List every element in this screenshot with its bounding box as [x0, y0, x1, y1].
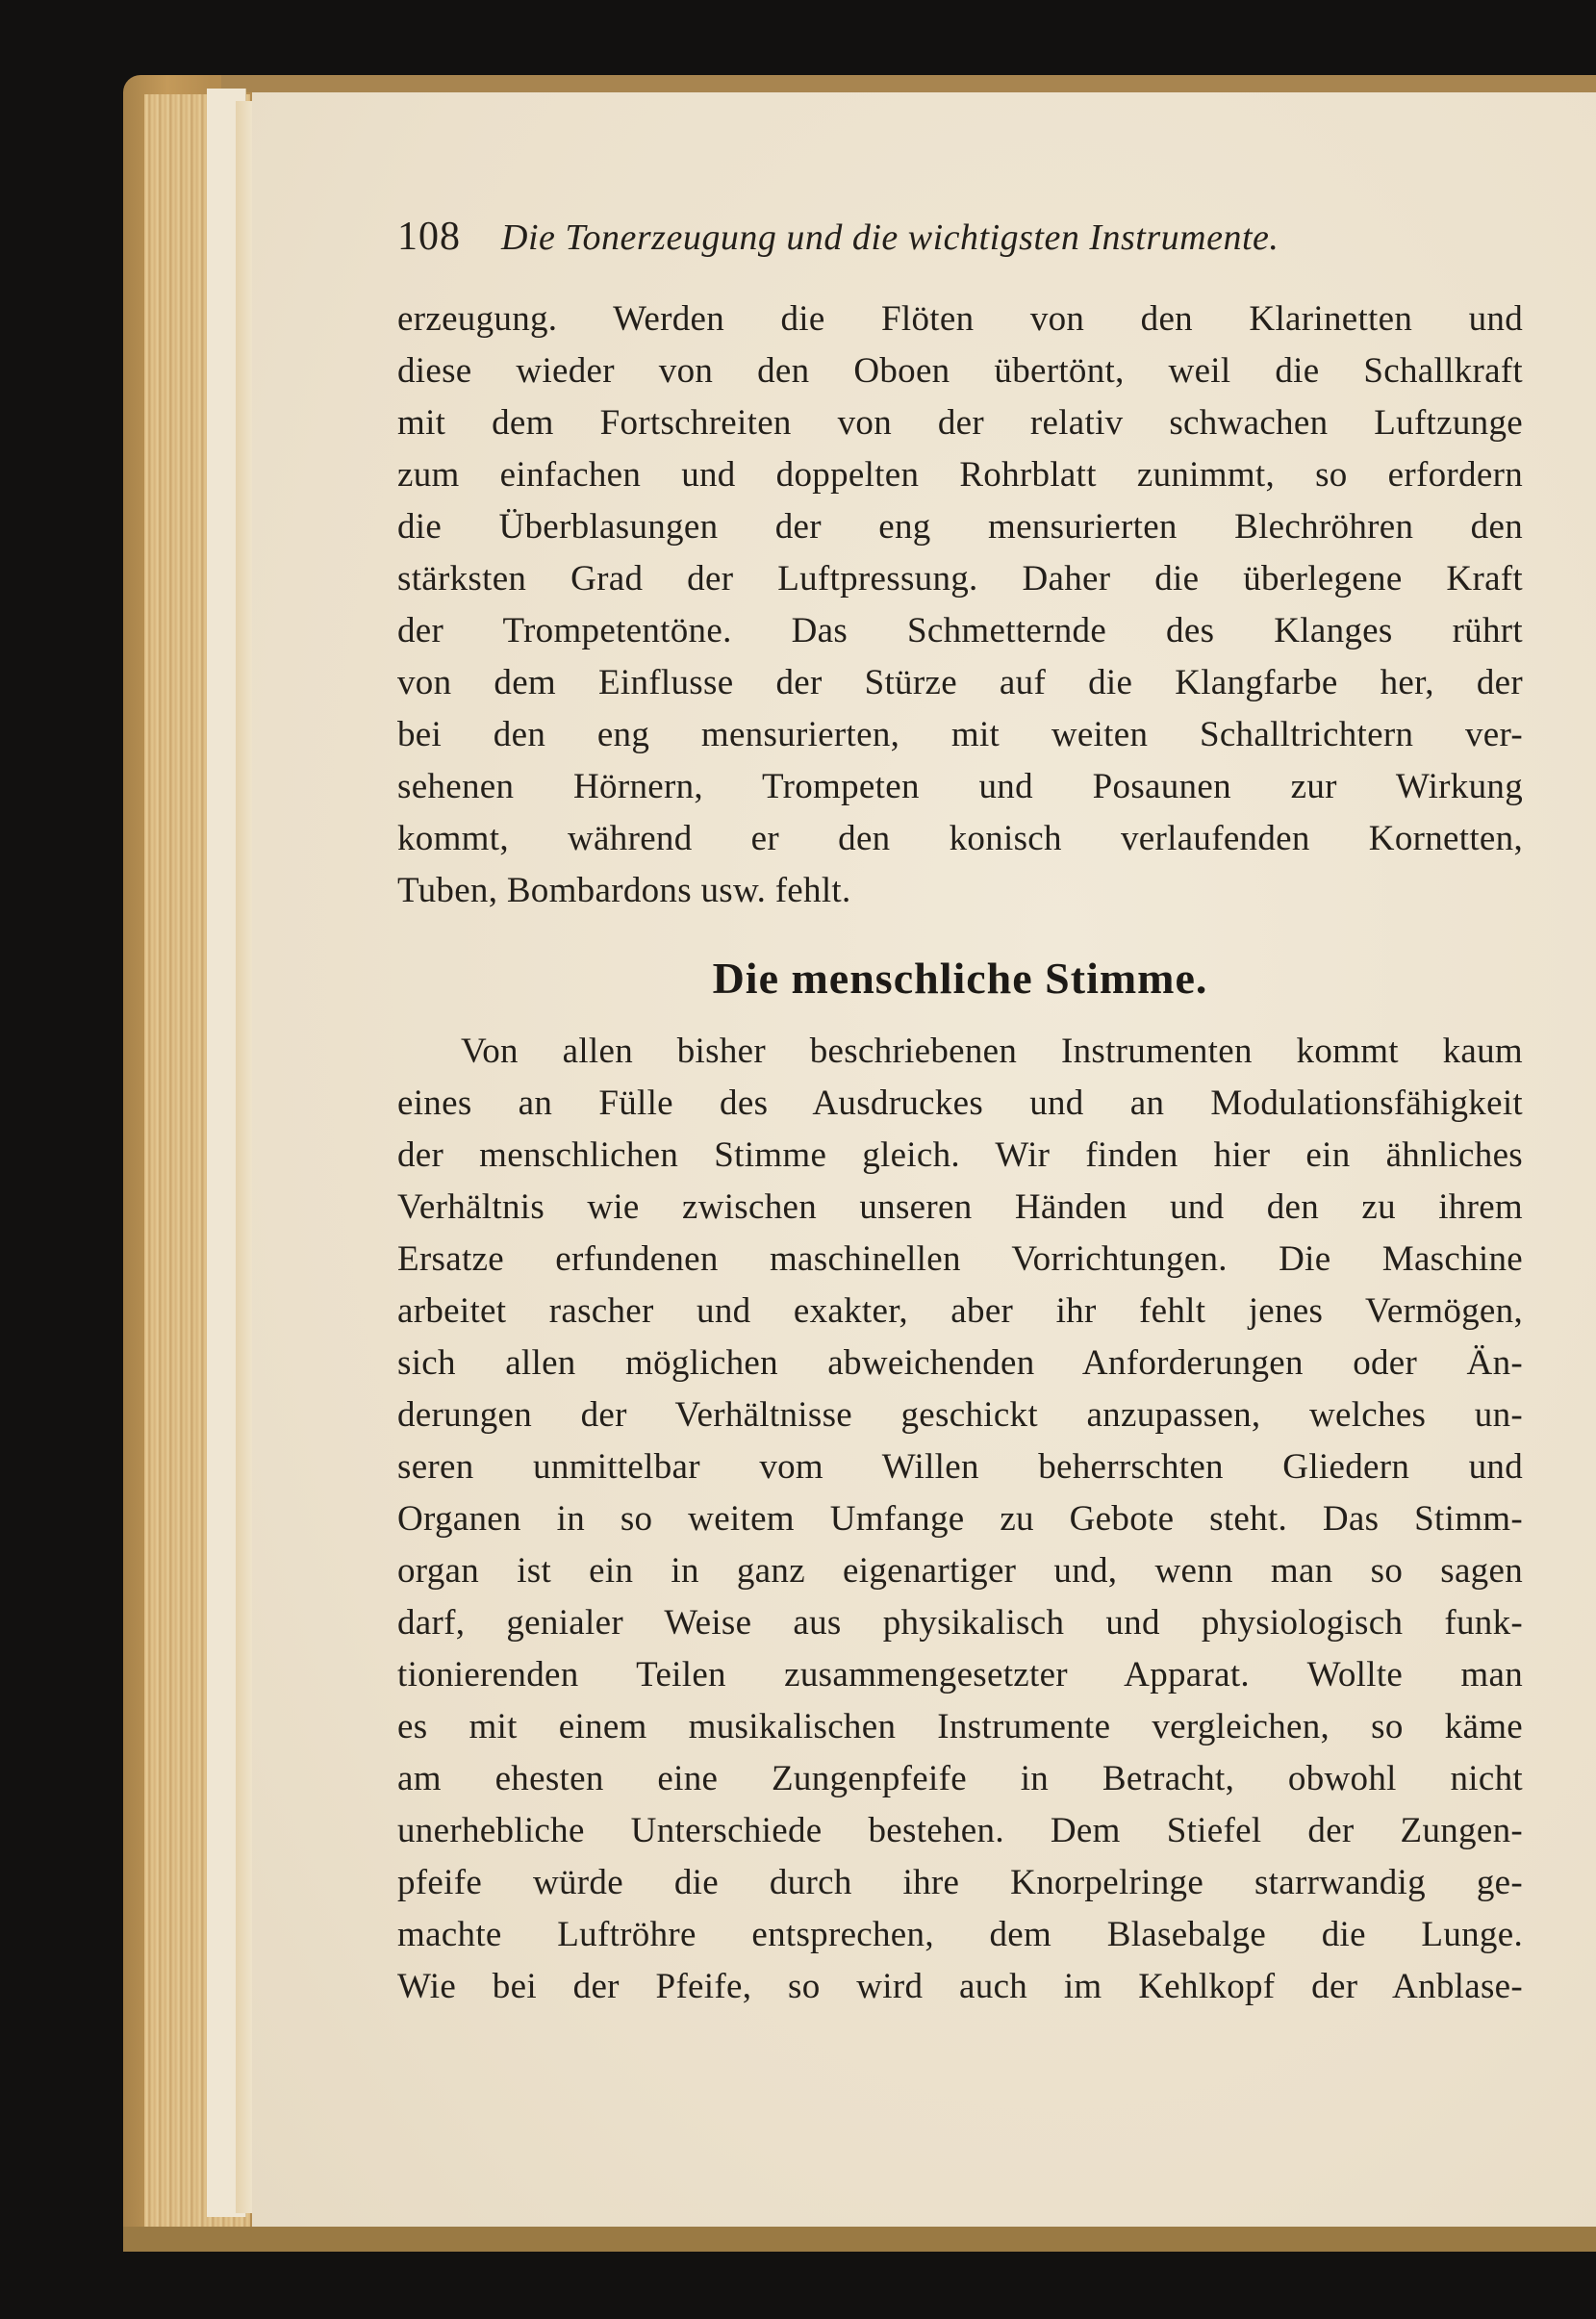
text-line: der Trompetentöne. Das Schmetternde des Klanges rührt [397, 611, 1523, 650]
paragraph-1 [397, 293, 1523, 917]
text-line: eines an Fülle des Ausdruckes und an Modulationsfähigkeit [397, 1083, 1523, 1123]
running-title: Die Tonerzeugung und die wichtigsten Instrumente. [501, 217, 1279, 258]
page-number: 108 [397, 215, 461, 259]
text-line: am ehesten eine Zungenpfeife in Betracht, obwohl nicht [397, 1759, 1523, 1798]
section-heading: Die menschliche Stimme. [712, 954, 1208, 1003]
page-header [397, 214, 1523, 268]
text-line: es mit einem musikalischen Instrumente vergleichen, so käme [397, 1707, 1523, 1746]
text-line: diese wieder von den Oboen übertönt, weil die Schallkraft [397, 351, 1523, 391]
text-line: Wie bei der Pfeife, so wird auch im Kehlkopf der Anblase- [397, 1967, 1523, 2006]
text-line: organ ist ein in ganz eigenartiger und, wenn man so sagen [397, 1551, 1523, 1591]
text-line: stärksten Grad der Luftpressung. Daher die überlegene Kraft [397, 559, 1523, 599]
text-line: darf, genialer Weise aus physikalisch und physiologisch funk- [397, 1603, 1523, 1643]
text-line: mit dem Fortschreiten von der relativ schwachen Luftzunge [397, 403, 1523, 443]
text-line: zum einfachen und doppelten Rohrblatt zunimmt, so erfordern [397, 455, 1523, 495]
text-line: bei den eng mensurierten, mit weiten Schalltrichtern ver- [397, 715, 1523, 754]
text-line: machte Luftröhre entsprechen, dem Blasebalge die Lunge. [397, 1915, 1523, 1954]
paragraph-2 [397, 1026, 1523, 2013]
text-line: sich allen möglichen abweichenden Anforderungen oder Än- [397, 1343, 1523, 1383]
text-line: arbeitet rascher und exakter, aber ihr fehlt jenes Vermögen, [397, 1291, 1523, 1331]
book-cover-bottom-edge [123, 2227, 1596, 2252]
text-line: seren unmittelbar vom Willen beherrschten Gliedern und [397, 1447, 1523, 1487]
text-line: die Überblasungen der eng mensurierten Blechröhren den [397, 507, 1523, 547]
text-line: der menschlichen Stimme gleich. Wir finden hier ein ähnliches [397, 1135, 1523, 1175]
text-line: derungen der Verhältnisse geschickt anzupassen, welches un- [397, 1395, 1523, 1435]
text-line: unerhebliche Unterschiede bestehen. Dem Stiefel der Zungen- [397, 1811, 1523, 1850]
book-cover-top-edge [221, 75, 1596, 92]
text-line: tionierenden Teilen zusammengesetzter Apparat. Wollte man [397, 1655, 1523, 1695]
text-line: erzeugung. Werden die Flöten von den Klarinetten und [397, 299, 1523, 339]
text-line: von dem Einflusse der Stürze auf die Klangfarbe her, der [397, 663, 1523, 702]
text-line: Organen in so weitem Umfange zu Gebote steht. Das Stimm- [397, 1499, 1523, 1539]
text-line: pfeife würde die durch ihre Knorpelringe starrwandig ge- [397, 1863, 1523, 1902]
text-line: Tuben, Bombardons usw. fehlt. [397, 871, 851, 910]
text-line: kommt, während er den konisch verlaufenden Kornetten, [397, 819, 1523, 858]
text-line: sehenen Hörnern, Trompeten und Posaunen zur Wirkung [397, 767, 1523, 806]
text-line: Verhältnis wie zwischen unseren Händen und den zu ihrem [397, 1187, 1523, 1227]
text-line: Von allen bisher beschriebenen Instrumenten kommt kaum [461, 1032, 1523, 1071]
text-line: Ersatze erfundenen maschinellen Vorrichtungen. Die Maschine [397, 1239, 1523, 1279]
